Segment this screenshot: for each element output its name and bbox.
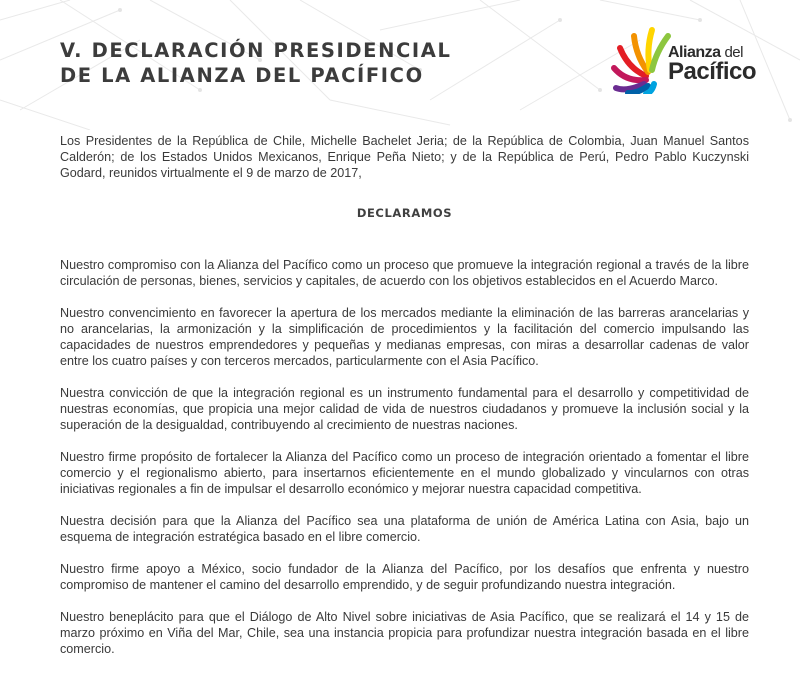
- declaration-paragraph: Nuestra convicción de que la integración regional es un instrumento fundamental para el desarrollo y competitividad de nuestras economías, que propicia una mejor calidad de vida de nuestros ciudadanos y promueve la inclusión social y la superación de la desigualdad, contribuyendo al crecimiento de nuestras naciones.: [60, 386, 749, 432]
- declaration-paragraph: Nuestro beneplácito para que el Diálogo de Alto Nivel sobre iniciativas de Asia Pacífico, que se realizará el 14 y 15 de marzo próximo en Viña del Mar, Chile, sea una instancia propicia para profundizar nuestra integración basada en el libre comercio.: [60, 610, 749, 656]
- page-title: [60, 38, 452, 88]
- logo-word-del: del: [724, 44, 743, 61]
- declaration-paragraph: Nuestra decisión para que la Alianza del Pacífico sea una plataforma de unión de América Latina con Asia, bajo un esquema de integración estratégica basado en el libre comercio.: [60, 514, 749, 544]
- logo-word-pacifico: Pacífico: [668, 58, 757, 85]
- declaration-paragraph: Nuestro firme apoyo a México, socio fundador de la Alianza del Pacífico, por los desafíos que enfrenta y nuestro compromiso de mantener el camino del desarrollo emprendido, y de seguir profundizando nuestra integración.: [60, 562, 749, 592]
- declaration-body: [60, 133, 749, 673]
- title-line-1: V. DECLARACIÓN PRESIDENCIAL: [60, 39, 452, 62]
- logo-word-alianza: Alianza: [668, 44, 721, 61]
- declaration-paragraph: Nuestro convencimiento en favorecer la apertura de los mercados mediante la eliminación de las barreras arancelarias y no arancelarias, la armonización y la simplificación de procedimientos y la facilitación del comercio impulsando las capacidades de nuestros emprendedores y pequeñas y medianas empresas, con miras a desarrollar cadenas de valor entre los cuatro países y con terceros mercados, particularmente con el Asia Pacífico.: [60, 306, 749, 368]
- intro-paragraph: Los Presidentes de la República de Chile, Michelle Bachelet Jeria; de la República de Colombia, Juan Manuel Santos Calderón; de los Estados Unidos Mexicanos, Enrique Peña Nieto; y de la República de Perú, Pedro Pablo Kuczynski Godard, reunidos virtualmente el 9 de marzo de 2017,: [60, 134, 749, 180]
- alianza-del-pacifico-logo: [610, 22, 760, 97]
- declaration-paragraph: Nuestro firme propósito de fortalecer la Alianza del Pacífico como un proceso de integración orientado a fomentar el libre comercio y el regionalismo abierto, para insertarnos eficientemente en el mundo globalizado y vincularnos con otras iniciativas regionales a fin de impulsar el desarrollo económico y mejorar nuestra capacidad competitiva.: [60, 450, 749, 496]
- declaramos-heading: DECLARAMOS: [356, 206, 453, 220]
- declaration-paragraph: Nuestro compromiso con la Alianza del Pacífico como un proceso que promueve la integración regional a través de la libre circulación de personas, bienes, servicios y capitales, de acuerdo con los objetivos establecidos en el Acuerdo Marco.: [60, 258, 749, 288]
- logo-fan-icon: [610, 22, 676, 94]
- title-line-2: DE LA ALIANZA DEL PACÍFICO: [60, 64, 424, 87]
